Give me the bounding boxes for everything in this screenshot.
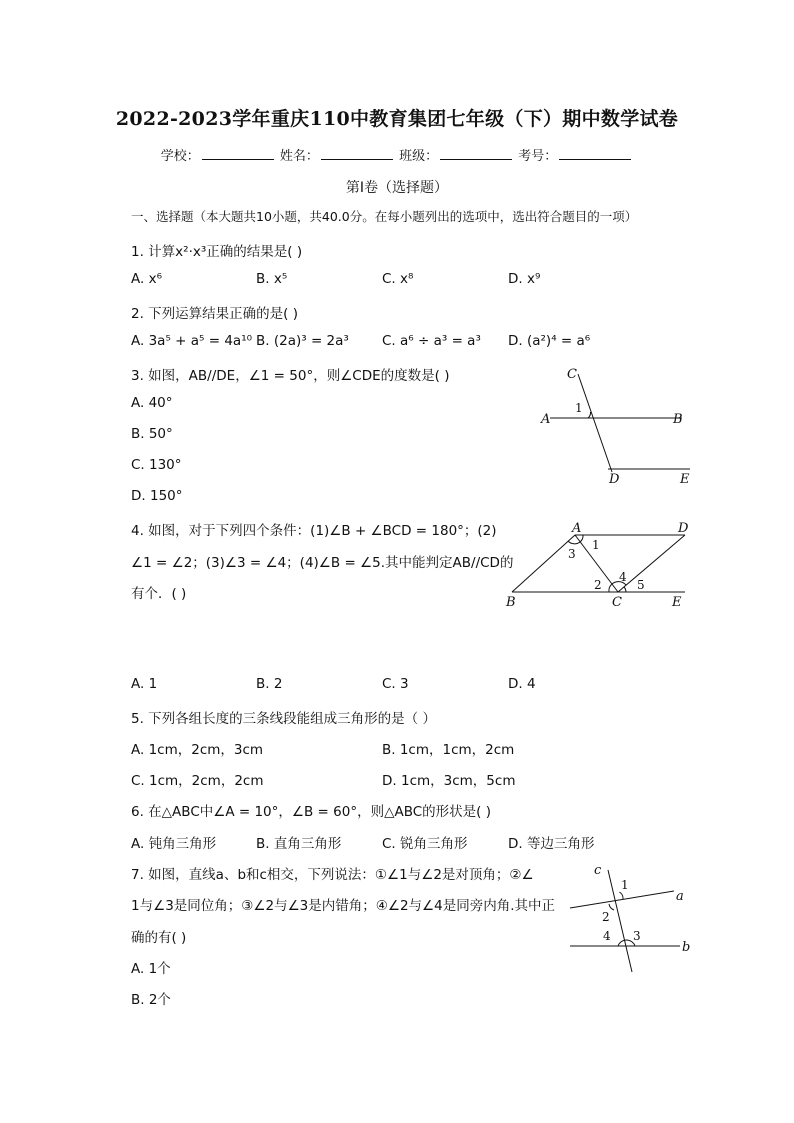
fig7-label-a: a [676, 889, 684, 904]
section-heading: 第I卷（选择题） [345, 180, 449, 196]
q1-option-b[interactable]: B. x⁵ [256, 271, 288, 287]
q4-option-d[interactable]: D. 4 [508, 676, 536, 692]
name-label: 姓名： [279, 149, 319, 164]
q7-option-a[interactable]: A. 1个 [131, 961, 171, 977]
question-1: 1. 计算x²·x³正确的结果是( ) [131, 244, 303, 260]
q6-option-a[interactable]: A. 钝角三角形 [131, 836, 217, 852]
school-blank[interactable] [202, 147, 274, 160]
figure-q4 [500, 518, 700, 612]
q4-option-b[interactable]: B. 2 [256, 676, 283, 692]
fig3-angle-1: 1 [575, 401, 583, 415]
class-label: 班级： [399, 149, 439, 164]
fig4-angle-5: 5 [637, 578, 645, 592]
question-4-line-3: 有个．( ) [131, 586, 187, 602]
fig4-label-d: D [678, 521, 689, 536]
q7-option-b[interactable]: B. 2个 [131, 992, 171, 1008]
exam-no-blank[interactable] [559, 147, 631, 160]
fig7-angle-1: 1 [621, 878, 629, 892]
fig3-label-a: A [541, 412, 551, 427]
q3-option-d[interactable]: D. 150° [131, 488, 183, 504]
question-5: 5. 下列各组长度的三条线段能组成三角形的是（ ） [131, 711, 436, 727]
class-blank[interactable] [440, 147, 512, 160]
school-label: 学校： [160, 149, 200, 164]
fig3-label-d: D [609, 472, 620, 487]
fig7-label-b: b [682, 940, 691, 955]
fig7-angle-3: 3 [633, 929, 641, 943]
fig4-angle-1: 1 [592, 538, 600, 552]
q6-option-b[interactable]: B. 直角三角形 [256, 836, 342, 852]
fig4-label-e: E [672, 595, 682, 610]
question-6: 6. 在△ABC中∠A = 10°，∠B = 60°，则△ABC的形状是( ) [131, 804, 491, 820]
fig7-label-c: c [594, 863, 602, 878]
q2-option-d[interactable]: D. (a²)⁴ = a⁶ [508, 333, 591, 349]
q1-option-d[interactable]: D. x⁹ [508, 271, 541, 287]
question-7-line-3: 确的有( ) [131, 930, 187, 946]
fig4-angle-3: 3 [568, 547, 576, 561]
q1-option-c[interactable]: C. x⁸ [382, 271, 414, 287]
q2-option-b[interactable]: B. (2a)³ = 2a³ [256, 333, 349, 349]
fig3-label-b: B [673, 412, 683, 427]
fig3-label-e: E [680, 472, 690, 487]
q5-option-d[interactable]: D. 1cm，3cm，5cm [382, 773, 516, 789]
fig4-label-a: A [572, 521, 582, 536]
q6-option-d[interactable]: D. 等边三角形 [508, 836, 595, 852]
part-one-instructions: 一、选择题（本大题共10小题，共40.0分。在每小题列出的选项中，选出符合题目的一项） [131, 209, 638, 224]
figure-q7 [562, 858, 702, 976]
fig3-label-c: C [567, 367, 577, 382]
fig7-angle-2: 2 [602, 910, 610, 924]
question-3: 3. 如图，AB//DE，∠1 = 50°，则∠CDE的度数是( ) [131, 368, 450, 384]
q5-option-b[interactable]: B. 1cm，1cm，2cm [382, 742, 515, 758]
figure-q3 [530, 362, 700, 490]
question-4-line-1: 4. 如图，对于下列四个条件：(1)∠B + ∠BCD = 180°；(2) [131, 523, 497, 539]
question-7-line-1: 7. 如图，直线a、b和c相交，下列说法：①∠1与∠2是对顶角；②∠ [131, 867, 534, 883]
q4-option-c[interactable]: C. 3 [382, 676, 409, 692]
fig4-angle-4: 4 [619, 570, 627, 584]
q5-option-a[interactable]: A. 1cm，2cm，3cm [131, 742, 264, 758]
q3-option-c[interactable]: C. 130° [131, 457, 182, 473]
name-blank[interactable] [321, 147, 393, 160]
student-info-line [0, 145, 794, 164]
fig4-label-b: B [506, 595, 516, 610]
q1-option-a[interactable]: A. x⁶ [131, 271, 162, 287]
q3-option-a[interactable]: A. 40° [131, 395, 173, 411]
q3-option-b[interactable]: B. 50° [131, 426, 173, 442]
question-2: 2. 下列运算结果正确的是( ) [131, 306, 298, 322]
exam-title: 2022-2023学年重庆110中教育集团七年级（下）期中数学试卷 [115, 108, 679, 130]
q2-option-a[interactable]: A. 3a⁵ + a⁵ = 4a¹⁰ [131, 333, 253, 349]
exam-no-label: 考号： [518, 149, 558, 164]
question-7-line-2: 1与∠3是同位角；③∠2与∠3是内错角；④∠2与∠4是同旁内角.其中正 [131, 898, 556, 914]
fig4-angle-2: 2 [594, 578, 602, 592]
q4-option-a[interactable]: A. 1 [131, 676, 158, 692]
fig7-angle-4: 4 [603, 929, 611, 943]
q2-option-c[interactable]: C. a⁶ ÷ a³ = a³ [382, 333, 481, 349]
q5-option-c[interactable]: C. 1cm，2cm，2cm [131, 773, 264, 789]
question-4-line-2: ∠1 = ∠2；(3)∠3 = ∠4；(4)∠B = ∠5.其中能判定AB//CD的 [131, 555, 514, 571]
fig4-label-c: C [612, 595, 622, 610]
q6-option-c[interactable]: C. 锐角三角形 [382, 836, 468, 852]
